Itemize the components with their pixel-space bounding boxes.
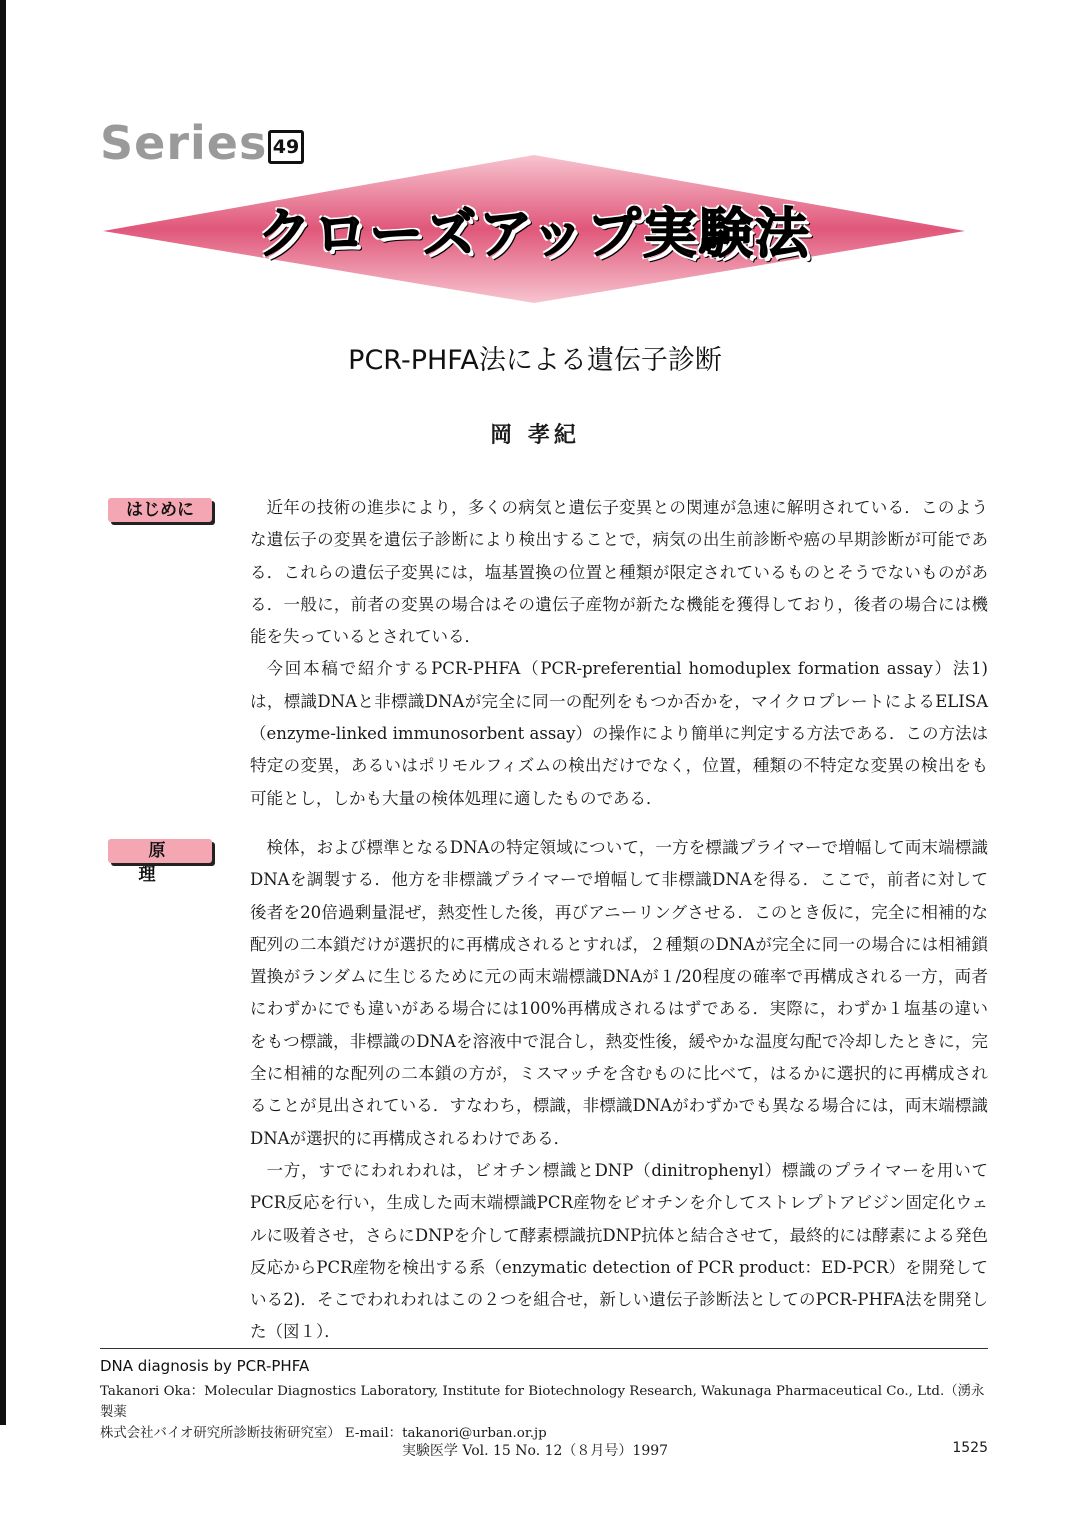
section-body-introduction xyxy=(250,492,988,815)
english-title: DNA diagnosis by PCR-PHFA xyxy=(100,1357,310,1375)
author-name: 岡 孝紀 xyxy=(490,423,580,448)
section-label-principle: 原理 xyxy=(108,839,212,863)
affiliation-line: Takanori Oka：Molecular Diagnostics Laboratory, Institute for Biotechnology Research, Wakunaga Pharmaceutical Co., Ltd.（湧永製薬 xyxy=(100,1384,985,1420)
paragraph: 近年の技術の進歩により，多くの病気と遺伝子変異との関連が急速に解明されている．このような遺伝子の変異を遺伝子診断により検出することで，病気の出生前診断や癌の早期診断が可能である．これらの遺伝子変異には，塩基置換の位置と種類が限定されているものとそうでないものがある．一般に，前者の変異の場合はその遺伝子産物が新たな機能を獲得しており，後者の場合には機能を失っているとされている． xyxy=(250,498,988,647)
footer-divider xyxy=(100,1348,988,1349)
paragraph: 一方，すでにわれわれは，ビオチン標識とDNP（dinitrophenyl）標識のプライマーを用いてPCR反応を行い，生成した両末端標識PCR産物をビオチンを介してストレプトアビジン固定化ウェルに吸着させ，さらにDNPを介して酵素標識抗DNP抗体と結合させて，最終的には酵素による発色反応からPCR産物を検出する系（enzymatic detection of PCR product：ED-PCR）を開発している2)．そこでわれわれはこの２つを組合せ，新しい遺伝子診断法としてのPCR-PHFA法を開発した（図１）． xyxy=(250,1160,988,1342)
banner-title: クローズアップ実験法 xyxy=(257,201,811,265)
paragraph: 今回本稿で紹介するPCR-PHFA（PCR-preferential homoduplex formation assay）法1)は，標識DNAと非標識DNAが完全に同一の配列をもつか否かを，マイクロプレートによるELISA（enzyme-linked immunosorbent assay）の操作により簡単に判定する方法である．この方法は特定の変異，あるいはポリモルフィズムの検出だけでなく，位置，種類の不特定な変異の検出をも可能とし，しかも大量の検体処理に適したものである． xyxy=(250,659,988,808)
page-spine-bar xyxy=(0,0,6,1425)
series-word: Series xyxy=(100,116,268,170)
author-affiliation xyxy=(100,1381,990,1444)
journal-citation: 実験医学 Vol. 15 No. 12（８月号）1997 xyxy=(401,1443,669,1459)
series-number-badge: 49 xyxy=(268,130,304,164)
section-label-introduction: はじめに xyxy=(108,498,212,522)
closeup-banner xyxy=(103,155,965,303)
affiliation-line: 株式会社バイオ研究所診断技術研究室） E-mail：takanori@urban.or.jp xyxy=(100,1426,547,1441)
section-body-principle xyxy=(250,832,988,1349)
article-title: PCR-PHFA法による遺伝子診断 xyxy=(348,345,722,376)
page-number: 1525 xyxy=(952,1440,988,1456)
paragraph: 検体，および標準となるDNAの特定領域について，一方を標識プライマーで増幅して両末端標識DNAを調製する．他方を非標識プライマーで増幅して非標識DNAを得る．ここで，前者に対して後者を20倍過剰量混ぜ，熱変性した後，再びアニーリングさせる．このとき仮に，完全に相補的な配列の二本鎖だけが選択的に再構成されるとすれば，２種類のDNAが完全に同一の場合には相補鎖置換がランダムに生じるために元の両末端標識DNAが１/20程度の確率で再構成される一方，両者にわずかにでも違いがある場合には100%再構成されるはずである．実際に，わずか１塩基の違いをもつ標識，非標識のDNAを溶液中で混合し，熱変性後，緩やかな温度勾配で冷却したときに，完全に相補的な配列の二本鎖の方が，ミスマッチを含むものに比べて，はるかに選択的に再構成されることが見出されている．すなわち，標識，非標識DNAがわずかでも異なる場合には，両末端標識DNAが選択的に再構成されるわけである． xyxy=(250,838,988,1148)
